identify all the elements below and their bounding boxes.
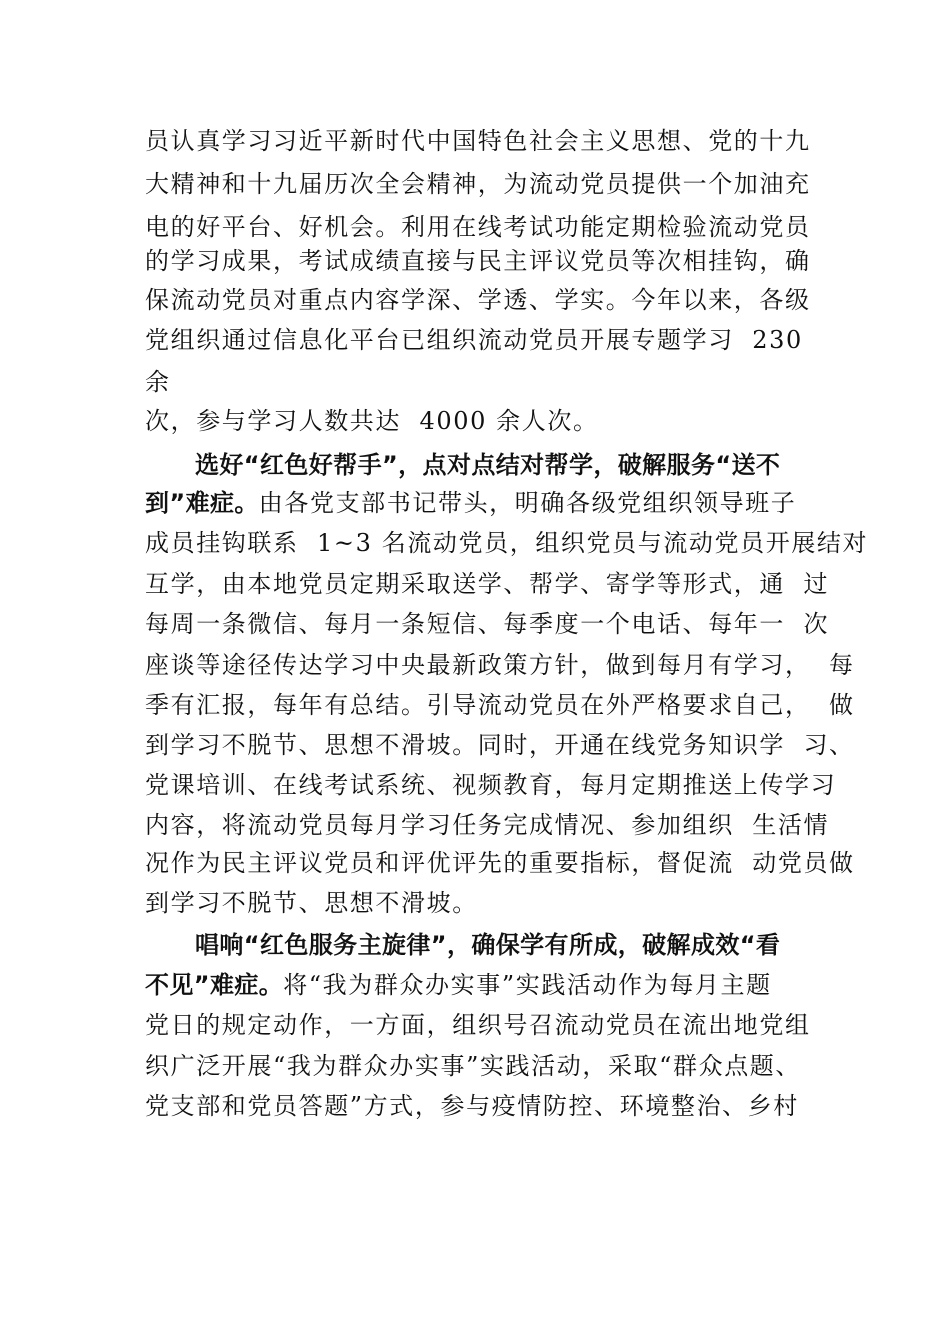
p2-line-1 xyxy=(145,488,796,518)
p3-line-1-text: 将“我为群众办实事”实践活动作为每月主题 xyxy=(283,971,772,999)
p2-line-11: 到学习不脱节、思想不滑坡。 xyxy=(145,889,478,917)
p2-line-4: 每周一条微信、每月一条短信、每季度一个电话、每年一 次 xyxy=(145,610,830,638)
p2-line-3: 互学，由本地党员定期采取送学、帮学、寄学等形式，通 过 xyxy=(145,570,830,598)
p1-line-5: 保流动党员对重点内容学深、学透、学实。今年以来，各级 xyxy=(145,286,811,314)
p2-line-1-text: 由各党支部书记带头，明确各级党组织领导班子 xyxy=(258,489,797,517)
p2-line-2: 成员挂钩联系 1~3 名流动党员，组织党员与流动党员开展结对 xyxy=(145,529,869,557)
p1-line-4: 的学习成果，考试成绩直接与民主评议党员等次相挂钩，确 xyxy=(145,247,811,275)
p3-line-4: 党支部和党员答题”方式，参与疫情防控、环境整治、乡村 xyxy=(145,1092,799,1120)
p1-line-3: 电的好平台、好机会。利用在线考试功能定期检验流动党员 xyxy=(145,213,811,241)
p1-line-7: 余 xyxy=(145,368,171,396)
p1-line-1: 员认真学习习近平新时代中国特色社会主义思想、党的十九 xyxy=(145,127,811,155)
p2-line-9: 内容，将流动党员每月学习任务完成情况、参加组织 生活情 xyxy=(145,811,830,839)
p2-line-10: 况作为民主评议党员和评优评先的重要指标，督促流 动党员做 xyxy=(145,849,855,877)
p2-heading-line-2: 到”难症。 xyxy=(145,489,259,517)
p3-line-2: 党日的规定动作，一方面，组织号召流动党员在流出地党组 xyxy=(145,1011,811,1039)
p1-line-6: 党组织通过信息化平台已组织流动党员开展专题学习 230 xyxy=(145,326,803,354)
p1-line-8: 次，参与学习人数共达 4000 余人次。 xyxy=(145,407,599,435)
p2-heading-line-1: 选好“红色好帮手”，点对点结对帮学，破解服务“送不 xyxy=(195,451,781,479)
p3-line-1 xyxy=(145,970,772,1000)
p2-line-8: 党课培训、在线考试系统、视频教育，每月定期推送上传学习 xyxy=(145,771,837,799)
p2-line-7: 到学习不脱节、思想不滑坡。同时，开通在线党务知识学 习、 xyxy=(145,731,855,759)
p2-line-6: 季有汇报，每年有总结。引导流动党员在外严格要求自己， 做 xyxy=(145,691,855,719)
p3-heading-line-2: 不见”难症。 xyxy=(145,971,284,999)
p2-line-5: 座谈等途径传达学习中央最新政策方针，做到每月有学习， 每 xyxy=(145,651,855,679)
p1-line-2: 大精神和十九届历次全会精神，为流动党员提供一个加油充 xyxy=(145,170,811,198)
p3-heading-line-1: 唱响“红色服务主旋律”，确保学有所成，破解成效“看 xyxy=(195,931,781,959)
p3-line-3: 织广泛开展“我为群众办实事”实践活动，采取“群众点题、 xyxy=(145,1052,802,1080)
